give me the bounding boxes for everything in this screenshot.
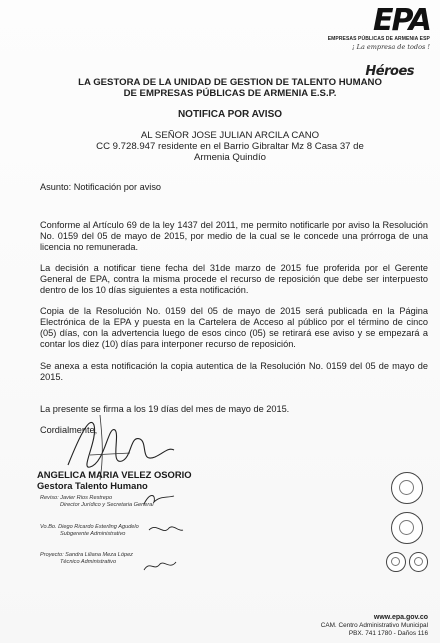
footer-contact (321, 614, 428, 638)
addressee-block (30, 130, 430, 163)
addressee-id-address: CC 9.728.947 residente en el Barrio Gibraltar Mz 8 Casa 37 de (96, 141, 364, 152)
drafted-by-role: Técnico Administrativo (60, 559, 117, 565)
signer-role: Gestora Talento Humano (37, 480, 148, 491)
logo-company-name: EMPRESAS PÚBLICAS DE ARMENIA ESP (327, 36, 430, 42)
paragraph-4: Se anexa a esta notificación la copia autentica de la Resolución No. 0159 del 05 de mayo de 2015. (40, 361, 428, 382)
issuing-office (30, 77, 430, 99)
iqnet-seals (386, 552, 428, 572)
ntcgp-seal-icon (409, 552, 429, 572)
closing-salutation: Cordialmente, (40, 425, 98, 435)
approved-by-name: Vo.Bo. Diego Ricardo Esterling Agudelo (40, 524, 139, 530)
iso-certification-seal-icon (391, 512, 423, 544)
approved-by-role: Subgerente Administrativo (60, 531, 126, 537)
paragraph-2: La decisión a notificar tiene fecha del 31de marzo de 2015 fue proferida por el Gerente General de EPA, contra la misma procede el recurso de reposición que debe ser interpuesto dentro de los 10 días siguientes a esta notificación. (40, 263, 428, 295)
approver-initials (145, 520, 185, 540)
logo-slogan: ¡ La empresa de todos ! (351, 43, 430, 51)
approved-by (40, 524, 139, 538)
footer-phone: PBX. 741 1780 - Daños 116 (348, 630, 428, 637)
certification-seals (386, 472, 428, 572)
paragraph-3: Copia de la Resolución No. 0159 del 05 de mayo de 2015 será publicada en la Página Electrónica de la EPA y puesta en la Cartelera de Acceso al público por el término de cinco (05) días, con la advertencia luego de esos cinco (05) se retirará ese aviso y se empezará a contar los diez (10) días para interponer recurso de reposición. (40, 306, 428, 349)
addressee-name: AL SEÑOR JOSE JULIAN ARCILA CANO (140, 130, 320, 141)
drafter-initials (140, 556, 180, 576)
logo-mark: EPA (373, 3, 430, 38)
subject-line: Asunto: Notificación por aviso (40, 182, 162, 192)
addressee-city: Armenia Quindío (194, 152, 266, 163)
heroes-campaign-logo: Héroes (365, 64, 414, 79)
org-line-1: LA GESTORA DE LA UNIDAD DE GESTION DE TALENTO HUMANO (78, 77, 382, 88)
icontec-seal-icon (391, 472, 423, 504)
signer-name: ANGELICA MARIA VELEZ OSORIO (37, 469, 192, 480)
iqnet-seal-icon (386, 552, 406, 572)
footer-website: www.epa.gov.co (373, 614, 428, 621)
paragraph-5: La presente se firma a los 19 días del mes de mayo de 2015. (40, 404, 290, 414)
document-title: NOTIFICA POR AVISO (177, 109, 283, 120)
drafted-by-name: Proyecto: Sandra Liliana Meza López (40, 552, 133, 558)
org-line-2: DE EMPRESAS PÚBLICAS DE ARMENIA E.S.P. (123, 88, 337, 99)
reviewed-by (40, 495, 154, 509)
footer-address: CAM. Centro Administrativo Municipal (320, 622, 428, 629)
drafted-by (40, 552, 133, 566)
epa-logo (320, 3, 430, 52)
reviewed-by-name: Reviso: Javier Rios Restrepo (40, 495, 113, 501)
reviewed-by-role: Director Jurídico y Secretaria General (60, 502, 154, 508)
paragraph-1: Conforme al Artículo 69 de la ley 1437 del 2011, me permito notificarle por aviso la Resolución No. 0159 del 05 de mayo de 2015, por medio de la cual se le concede una prórroga de una licencia no remunerada. (40, 220, 428, 252)
reviewer-initials (140, 490, 180, 510)
